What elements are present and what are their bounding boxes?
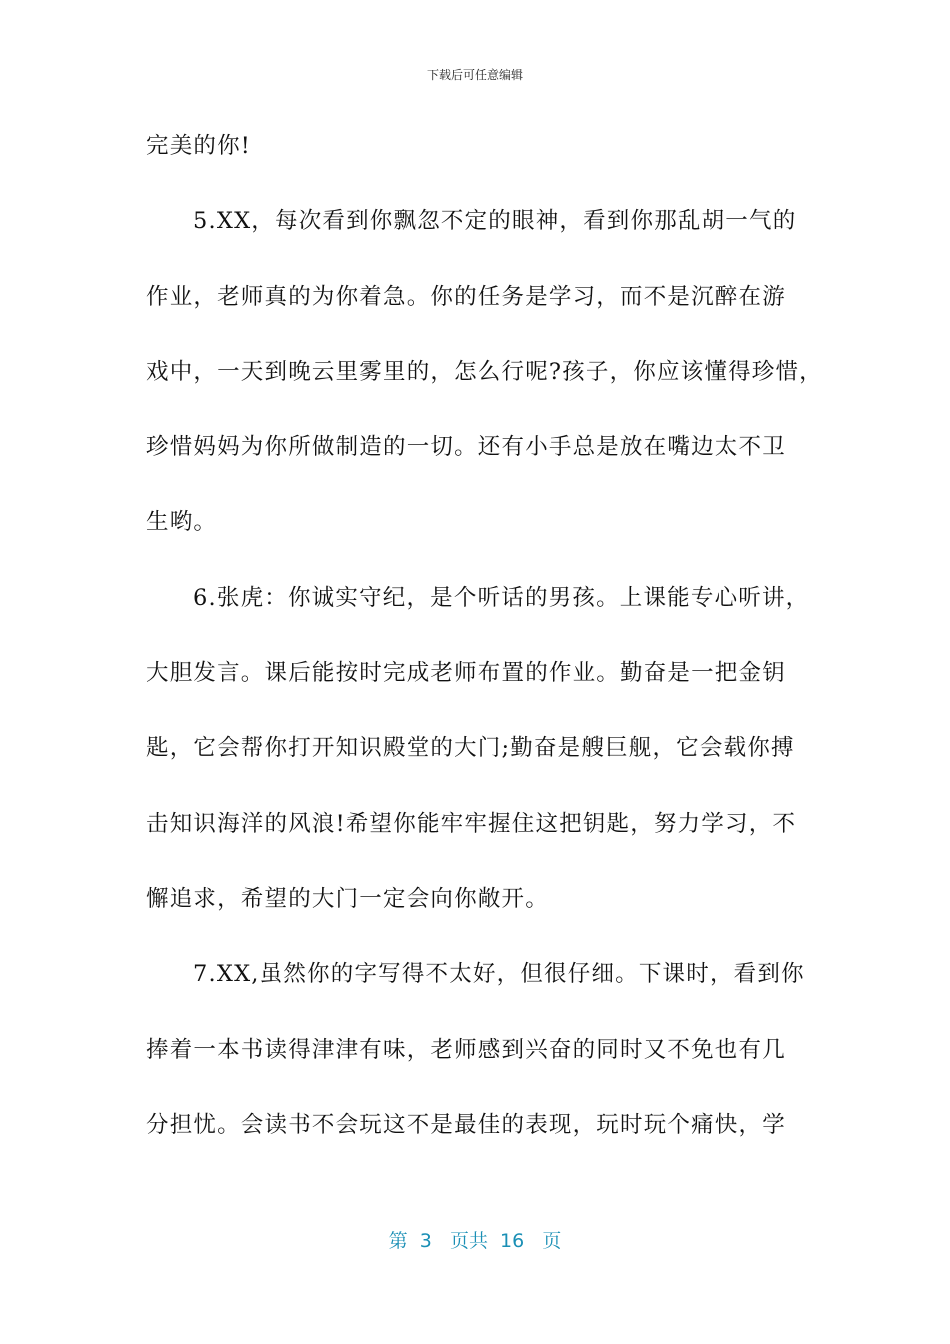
page-footer: [0, 1226, 950, 1253]
page-header: 下载后可任意编辑: [426, 68, 523, 82]
text-line: 击知识海洋的风浪!希望你能牢牢握住这把钥匙，努力学习，不: [146, 810, 797, 837]
footer-label-end: 页: [542, 1230, 562, 1252]
document-body: [146, 126, 823, 1180]
text-line: 捧着一本书读得津津有味，老师感到兴奋的同时又不免也有几: [146, 1036, 786, 1063]
footer-label-total: 页共: [449, 1230, 488, 1252]
text-line: 匙，它会帮你打开知识殿堂的大门;勤奋是艘巨舰，它会载你搏: [146, 735, 795, 762]
footer-current-page: 3: [419, 1230, 432, 1252]
text-line: 7.XX,虽然你的字写得不太好，但很仔细。下课时，看到你: [193, 961, 805, 988]
text-line: 大胆发言。课后能按时完成老师布置的作业。勤奋是一把金钥: [146, 660, 786, 687]
footer-total-pages: 16: [500, 1230, 525, 1252]
text-line: 作业，老师真的为你着急。你的任务是学习，而不是沉醉在游: [146, 283, 786, 310]
text-line: 懈追求，希望的大门一定会向你敞开。: [146, 885, 549, 912]
text-line: 分担忧。会读书不会玩这不是最佳的表现，玩时玩个痛快，学: [146, 1111, 786, 1138]
text-line: 生哟。: [146, 509, 218, 536]
text-line: 6.张虎：你诚实守纪，是个听话的男孩。上课能专心听讲，: [193, 584, 810, 611]
text-line: 戏中，一天到晚云里雾里的，怎么行呢?孩子，你应该懂得珍惜，: [146, 358, 823, 385]
text-line: 珍惜妈妈为你所做制造的一切。还有小手总是放在嘴边太不卫: [146, 434, 786, 461]
text-line: 5.XX，每次看到你飘忽不定的眼神，看到你那乱胡一气的: [193, 208, 797, 235]
text-line: 完美的你!: [146, 133, 252, 159]
footer-label-page: 第: [388, 1230, 408, 1252]
